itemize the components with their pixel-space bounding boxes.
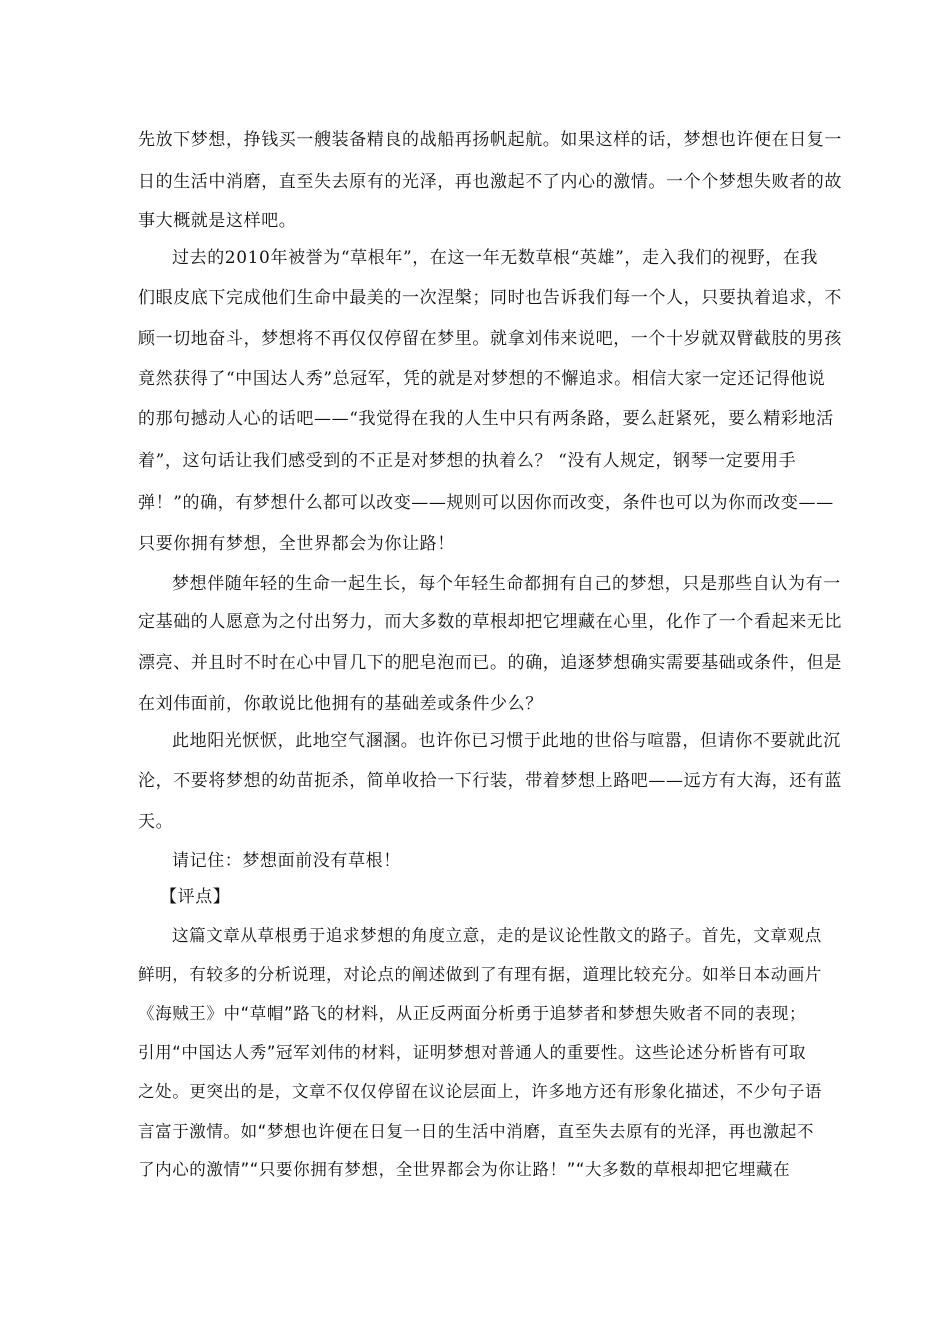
essay-paragraph-start: 梦想伴随年轻的生命一起生长，每个年轻生命都拥有自己的梦想，只是那些自认为有一	[172, 574, 841, 594]
essay-line: 事大概就是这样吧。	[138, 211, 297, 231]
review-line: 言富于激情。如“梦想也许便在日复一日的生活中消磨，直至失去原有的光泽，再也激起不	[138, 1122, 815, 1141]
review-heading: 【评点】	[160, 887, 231, 907]
review-line: 之处。更突出的是，文章不仅仅停留在议论层面上，许多地方还有形象化描述，不少句子语	[138, 1082, 822, 1101]
essay-line: 天。	[138, 812, 174, 832]
review-line: 鲜明，有较多的分析说理，对论点的阐述做到了有理有据，道理比较充分。如举日本动画片	[138, 965, 822, 984]
review-line: 引用“中国达人秀”冠军刘伟的材料，证明梦想对普通人的重要性。这些论述分析皆有可取	[138, 1043, 807, 1062]
essay-line: 的那句撼动人心的话吧——“我觉得在我的人生中只有两条路，要么赶紧死，要么精彩地活	[138, 409, 834, 429]
essay-line: 定基础的人愿意为之付出努力，而大多数的草根却把它埋藏在心里，化作了一个看起来无比	[138, 612, 842, 632]
essay-paragraph-start: 此地阳光恹恹，此地空气溷溷。也许你已习惯于此地的世俗与喧嚣，但请你不要就此沉	[172, 731, 841, 751]
essay-paragraph-start: 过去的2010年被誉为“草根年”，在这一年无数草根“英雄”，走入我们的视野，在我	[172, 248, 819, 268]
essay-line: 沦，不要将梦想的幼苗扼杀，简单收拾一下行装，带着梦想上路吧——远方有大海，还有蓝	[138, 771, 842, 791]
essay-line: 们眼皮底下完成他们生命中最美的一次涅槃；同时也告诉我们每一个人，只要执着追求，不	[138, 288, 842, 308]
essay-line: 竟然获得了“中国达人秀”总冠军，凭的就是对梦想的不懈追求。相信大家一定还记得他说	[138, 369, 826, 389]
review-line: 《海贼王》中“草帽”路飞的材料，从正反两面分析勇于追梦者和梦想失败者不同的表现；	[138, 1004, 807, 1023]
essay-line: 漂亮、并且时不时在心中冒几下的肥皂泡而已。的确，追逐梦想确实需要基础或条件，但是	[138, 653, 842, 673]
essay-line: 顾一切地奋斗，梦想将不再仅仅停留在梦里。就拿刘伟来说吧，一个十岁就双臂截肢的男孩	[138, 329, 842, 349]
essay-closing-line: 请记住：梦想面前没有草根！	[172, 851, 401, 871]
essay-line: 在刘伟面前，你敢说比他拥有的基础差或条件少么？	[138, 694, 543, 714]
essay-line: 着”，这句话让我们感受到的不正是对梦想的执着么？ “没有人规定，钢琴一定要用手	[138, 451, 797, 471]
essay-line: 弹！”的确，有梦想什么都可以改变——规则可以因你而改变，条件也可以为你而改变——	[138, 493, 834, 513]
essay-line: 只要你拥有梦想，全世界都会为你让路！	[138, 534, 455, 554]
review-line: 了内心的激情”“只要你拥有梦想，全世界都会为你让路！”“大多数的草根却把它埋藏在	[138, 1160, 791, 1179]
review-paragraph-start: 这篇文章从草根勇于追求梦想的角度立意，走的是议论性散文的路子。首先，文章观点	[172, 926, 822, 945]
essay-line: 先放下梦想，挣钱买一艘装备精良的战船再扬帆起航。如果这样的话，梦想也许便在日复一	[138, 130, 842, 150]
essay-line: 日的生活中消磨，直至失去原有的光泽，再也激起不了内心的激情。一个个梦想失败者的故	[138, 172, 842, 192]
